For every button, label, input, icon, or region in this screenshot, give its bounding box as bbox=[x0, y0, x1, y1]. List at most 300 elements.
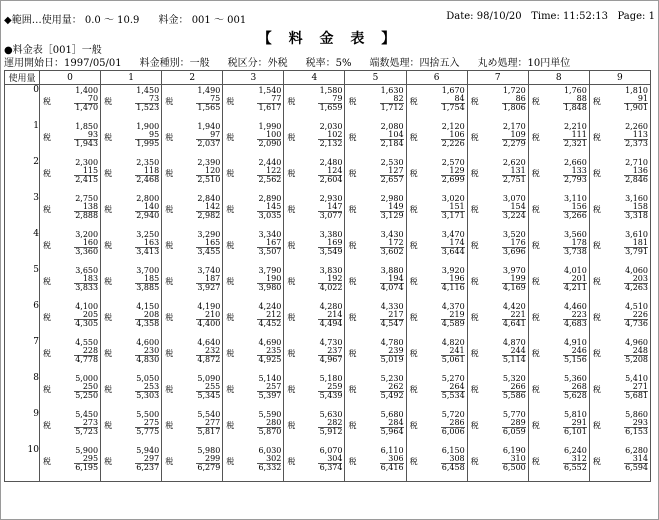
base-price: 5,590 bbox=[258, 410, 282, 419]
tax-amount: 306 bbox=[380, 454, 404, 464]
total-price: 5,534 bbox=[441, 391, 465, 400]
base-price: 5,000 bbox=[75, 374, 99, 383]
tax-label: 税 bbox=[226, 133, 235, 142]
base-price: 5,230 bbox=[380, 374, 404, 383]
tax-amount: 86 bbox=[502, 94, 526, 104]
column-header: 0 bbox=[40, 71, 101, 85]
price-cell bbox=[223, 193, 284, 229]
price-cell bbox=[345, 121, 406, 157]
tax-amount: 226 bbox=[624, 310, 648, 320]
total-price: 5,345 bbox=[197, 391, 221, 400]
tax-label: 税 bbox=[531, 169, 540, 178]
total-price: 1,617 bbox=[258, 103, 282, 112]
tax-label: 税 bbox=[165, 241, 174, 250]
tax-label: 税 bbox=[104, 421, 113, 430]
tax-amount: 73 bbox=[135, 94, 159, 104]
tax-label: 税 bbox=[470, 457, 479, 466]
total-price: 1,901 bbox=[625, 103, 648, 112]
base-price: 4,820 bbox=[441, 338, 465, 347]
column-header: 7 bbox=[467, 71, 528, 85]
usage-cell: 8 bbox=[5, 373, 40, 409]
tax-label: 税 bbox=[104, 133, 113, 142]
total-price: 3,833 bbox=[75, 283, 99, 292]
total-price: 1,565 bbox=[197, 103, 221, 112]
total-price: 4,022 bbox=[319, 283, 343, 292]
tax-amount: 312 bbox=[563, 454, 587, 464]
total-price: 6,006 bbox=[441, 427, 465, 436]
tax-label: 税 bbox=[287, 385, 296, 394]
price-cell bbox=[223, 85, 284, 122]
tax-label: 税 bbox=[348, 205, 357, 214]
tax-label: 税 bbox=[592, 97, 601, 106]
tax-label: 税 bbox=[592, 313, 601, 322]
tax-amount: 239 bbox=[380, 346, 404, 356]
base-price: 3,560 bbox=[563, 230, 587, 239]
price-cell bbox=[406, 121, 467, 157]
tax-label: 税 bbox=[531, 349, 540, 358]
tax-amount: 154 bbox=[502, 202, 526, 212]
tax-amount: 118 bbox=[135, 166, 159, 176]
base-price: 2,710 bbox=[625, 158, 648, 167]
total-price: 2,657 bbox=[380, 175, 404, 184]
tax-amount: 205 bbox=[74, 310, 98, 320]
usage-cell: 1 bbox=[5, 121, 40, 157]
tax-label: 税 bbox=[470, 349, 479, 358]
tax-label: 税 bbox=[409, 421, 418, 430]
base-price: 4,060 bbox=[625, 266, 648, 275]
base-price: 3,340 bbox=[258, 230, 282, 239]
total-price: 6,195 bbox=[75, 463, 99, 472]
usage-cell: 7 bbox=[5, 337, 40, 373]
price-cell bbox=[101, 193, 162, 229]
base-price: 1,900 bbox=[136, 122, 160, 131]
base-price: 3,880 bbox=[380, 266, 404, 275]
tax-label: 税 bbox=[43, 421, 51, 430]
base-price: 5,630 bbox=[319, 410, 343, 419]
price-cell bbox=[467, 157, 528, 193]
price-cell bbox=[589, 193, 650, 229]
price-cell bbox=[528, 121, 589, 157]
price-cell bbox=[406, 193, 467, 229]
price-cell bbox=[589, 373, 650, 409]
price-cell bbox=[345, 409, 406, 445]
usage-cell: 3 bbox=[5, 193, 40, 229]
column-header: 1 bbox=[101, 71, 162, 85]
tax-label: 税 bbox=[287, 457, 296, 466]
tax-amount: 97 bbox=[196, 130, 220, 140]
tax-amount: 187 bbox=[196, 274, 220, 284]
base-price: 5,360 bbox=[563, 374, 587, 383]
total-price: 4,683 bbox=[563, 319, 587, 328]
base-price: 4,420 bbox=[502, 302, 526, 311]
tax-label: 税 bbox=[165, 277, 174, 286]
usage-cell: 5 bbox=[5, 265, 40, 301]
total-price: 2,184 bbox=[380, 139, 404, 148]
tax-amount: 122 bbox=[257, 166, 281, 176]
total-price: 3,413 bbox=[136, 247, 160, 256]
tax-amount: 221 bbox=[502, 310, 526, 320]
total-price: 5,586 bbox=[502, 391, 526, 400]
tax-amount: 131 bbox=[502, 166, 526, 176]
base-price: 1,490 bbox=[197, 86, 221, 95]
total-price: 3,549 bbox=[319, 247, 343, 256]
tax-label: 税 bbox=[348, 313, 357, 322]
price-cell bbox=[345, 265, 406, 301]
table-row bbox=[5, 157, 651, 193]
tax-label: 税 bbox=[104, 277, 113, 286]
tax-amount: 280 bbox=[257, 418, 281, 428]
price-cell bbox=[40, 265, 101, 301]
base-price: 1,990 bbox=[258, 122, 282, 131]
tax-label: 税 bbox=[165, 457, 174, 466]
base-price: 3,110 bbox=[563, 194, 587, 203]
tax-label: 税 bbox=[104, 457, 113, 466]
price-cell bbox=[40, 157, 101, 193]
price-cell bbox=[101, 301, 162, 337]
price-cell bbox=[162, 373, 223, 409]
total-price: 3,644 bbox=[441, 247, 465, 256]
round-unit: 丸め処理：10円単位 bbox=[477, 58, 571, 69]
tax-label: 税 bbox=[165, 97, 174, 106]
tax-label: 税 bbox=[592, 169, 601, 178]
tax-class: 税区分：外税 bbox=[227, 58, 288, 69]
total-price: 1,712 bbox=[380, 103, 404, 112]
base-price: 4,780 bbox=[380, 338, 404, 347]
column-header: 6 bbox=[406, 71, 467, 85]
tax-amount: 271 bbox=[624, 382, 648, 392]
total-price: 2,940 bbox=[136, 211, 160, 220]
price-cell bbox=[284, 193, 345, 229]
price-cell bbox=[406, 301, 467, 337]
price-cell bbox=[528, 85, 589, 122]
base-price: 3,290 bbox=[197, 230, 221, 239]
total-price: 3,224 bbox=[502, 211, 526, 220]
total-price: 4,116 bbox=[441, 283, 465, 292]
price-cell bbox=[223, 409, 284, 445]
price-cell bbox=[589, 445, 650, 482]
tax-amount: 210 bbox=[196, 310, 220, 320]
price-cell bbox=[40, 229, 101, 265]
tax-amount: 201 bbox=[563, 274, 587, 284]
price-cell bbox=[284, 301, 345, 337]
price-cell bbox=[589, 265, 650, 301]
total-price: 6,458 bbox=[441, 463, 465, 472]
base-price: 5,720 bbox=[441, 410, 465, 419]
tax-label: 税 bbox=[104, 385, 113, 394]
total-price: 6,500 bbox=[502, 463, 526, 472]
total-price: 2,982 bbox=[197, 211, 221, 220]
base-price: 1,940 bbox=[197, 122, 221, 131]
usage-cell: 0 bbox=[5, 85, 40, 122]
base-price: 3,790 bbox=[258, 266, 282, 275]
total-price: 2,037 bbox=[197, 139, 221, 148]
price-cell bbox=[101, 85, 162, 122]
tax-amount: 106 bbox=[441, 130, 465, 140]
base-price: 4,010 bbox=[563, 266, 587, 275]
tax-amount: 70 bbox=[74, 94, 98, 104]
price-cell bbox=[406, 337, 467, 373]
tax-amount: 310 bbox=[502, 454, 526, 464]
total-price: 5,775 bbox=[136, 427, 160, 436]
tax-label: 税 bbox=[165, 349, 174, 358]
total-price: 2,321 bbox=[563, 139, 587, 148]
price-cell bbox=[223, 121, 284, 157]
table-header-row bbox=[5, 71, 651, 85]
tax-label: 税 bbox=[226, 421, 235, 430]
price-cell bbox=[528, 409, 589, 445]
total-price: 3,171 bbox=[441, 211, 465, 220]
base-price: 2,800 bbox=[136, 194, 160, 203]
base-price: 4,240 bbox=[258, 302, 282, 311]
tax-amount: 232 bbox=[196, 346, 220, 356]
tax-amount: 136 bbox=[624, 166, 648, 176]
tax-amount: 185 bbox=[135, 274, 159, 284]
tax-label: 税 bbox=[470, 133, 479, 142]
tax-label: 税 bbox=[592, 349, 601, 358]
tax-label: 税 bbox=[348, 349, 357, 358]
price-cell bbox=[101, 373, 162, 409]
tax-amount: 75 bbox=[196, 94, 220, 104]
tax-amount: 259 bbox=[318, 382, 342, 392]
base-price: 3,740 bbox=[197, 266, 221, 275]
tax-label: 税 bbox=[409, 313, 418, 322]
price-cell bbox=[40, 445, 101, 482]
base-price: 6,110 bbox=[380, 446, 404, 455]
price-cell bbox=[101, 229, 162, 265]
tax-amount: 262 bbox=[380, 382, 404, 392]
table-row bbox=[5, 85, 651, 122]
base-price: 6,150 bbox=[441, 446, 465, 455]
price-cell bbox=[589, 121, 650, 157]
base-price: 4,370 bbox=[441, 302, 465, 311]
total-price: 1,659 bbox=[319, 103, 343, 112]
tax-amount: 183 bbox=[74, 274, 98, 284]
price-cell bbox=[162, 301, 223, 337]
total-price: 2,604 bbox=[319, 175, 343, 184]
price-cell bbox=[589, 85, 650, 122]
total-price: 3,360 bbox=[75, 247, 99, 256]
tax-label: 税 bbox=[348, 97, 357, 106]
price-cell bbox=[284, 121, 345, 157]
price-cell bbox=[162, 337, 223, 373]
tax-label: 税 bbox=[43, 277, 51, 286]
total-price: 5,397 bbox=[258, 391, 282, 400]
total-price: 3,696 bbox=[502, 247, 526, 256]
price-cell bbox=[284, 157, 345, 193]
price-cell bbox=[528, 265, 589, 301]
total-price: 6,332 bbox=[258, 463, 282, 472]
price-cell bbox=[467, 193, 528, 229]
price-cell bbox=[528, 157, 589, 193]
tax-amount: 264 bbox=[441, 382, 465, 392]
tax-amount: 250 bbox=[74, 382, 98, 392]
tax-amount: 268 bbox=[563, 382, 587, 392]
price-cell bbox=[467, 265, 528, 301]
start-date: 運用開始日：1997/05/01 bbox=[4, 58, 122, 69]
base-price: 6,030 bbox=[258, 446, 282, 455]
tax-amount: 104 bbox=[380, 130, 404, 140]
tax-label: 税 bbox=[531, 205, 540, 214]
base-price: 4,870 bbox=[502, 338, 526, 347]
base-price: 2,350 bbox=[136, 158, 160, 167]
tax-amount: 149 bbox=[380, 202, 404, 212]
tax-amount: 266 bbox=[502, 382, 526, 392]
base-price: 2,390 bbox=[197, 158, 221, 167]
tax-label: 税 bbox=[409, 457, 418, 466]
total-price: 6,552 bbox=[563, 463, 587, 472]
base-price: 2,620 bbox=[502, 158, 526, 167]
tax-label: 税 bbox=[348, 169, 357, 178]
table-row bbox=[5, 265, 651, 301]
tax-amount: 194 bbox=[380, 274, 404, 284]
total-price: 6,374 bbox=[319, 463, 343, 472]
base-price: 5,180 bbox=[319, 374, 343, 383]
tax-label: 税 bbox=[470, 313, 479, 322]
total-price: 2,415 bbox=[75, 175, 99, 184]
tax-label: 税 bbox=[287, 97, 296, 106]
tax-amount: 84 bbox=[441, 94, 465, 104]
tax-label: 税 bbox=[470, 385, 479, 394]
base-price: 4,960 bbox=[625, 338, 648, 347]
price-cell bbox=[589, 409, 650, 445]
price-cell bbox=[40, 85, 101, 122]
tax-amount: 147 bbox=[318, 202, 342, 212]
total-price: 3,791 bbox=[625, 247, 648, 256]
base-price: 5,680 bbox=[380, 410, 404, 419]
total-price: 3,885 bbox=[136, 283, 160, 292]
tax-label: 税 bbox=[470, 421, 479, 430]
total-price: 5,019 bbox=[380, 355, 404, 364]
tax-amount: 214 bbox=[318, 310, 342, 320]
tax-amount: 203 bbox=[624, 274, 648, 284]
tax-amount: 241 bbox=[441, 346, 465, 356]
table-row bbox=[5, 373, 651, 409]
tax-amount: 299 bbox=[196, 454, 220, 464]
tax-amount: 165 bbox=[196, 238, 220, 248]
tax-label: 税 bbox=[287, 421, 296, 430]
column-header: 8 bbox=[528, 71, 589, 85]
total-price: 1,995 bbox=[136, 139, 160, 148]
price-cell bbox=[40, 193, 101, 229]
price-cell bbox=[406, 229, 467, 265]
tax-amount: 273 bbox=[74, 418, 98, 428]
tax-label: 税 bbox=[287, 205, 296, 214]
base-price: 6,070 bbox=[319, 446, 343, 455]
tax-label: 税 bbox=[409, 133, 418, 142]
total-price: 3,077 bbox=[319, 211, 343, 220]
total-price: 6,416 bbox=[380, 463, 404, 472]
tax-label: 税 bbox=[409, 277, 418, 286]
base-price: 1,850 bbox=[75, 122, 99, 131]
tax-amount: 79 bbox=[318, 94, 342, 104]
tax-amount: 295 bbox=[74, 454, 98, 464]
base-price: 4,640 bbox=[197, 338, 221, 347]
usage-cell: 2 bbox=[5, 157, 40, 193]
price-cell bbox=[223, 337, 284, 373]
price-cell bbox=[162, 157, 223, 193]
report-title: 【 料 金 表 】 bbox=[257, 31, 402, 47]
base-price: 5,270 bbox=[441, 374, 465, 383]
tax-amount: 158 bbox=[624, 202, 648, 212]
base-price: 1,670 bbox=[441, 86, 465, 95]
tax-amount: 253 bbox=[135, 382, 159, 392]
price-cell bbox=[223, 229, 284, 265]
table-row bbox=[5, 193, 651, 229]
price-cell bbox=[589, 301, 650, 337]
price-cell bbox=[162, 409, 223, 445]
total-price: 4,925 bbox=[258, 355, 282, 364]
price-cell bbox=[284, 337, 345, 373]
tax-amount: 91 bbox=[624, 94, 648, 104]
base-price: 3,070 bbox=[502, 194, 526, 203]
tax-label: 税 bbox=[470, 277, 479, 286]
tax-label: 税 bbox=[592, 421, 601, 430]
tax-label: 税 bbox=[409, 241, 418, 250]
base-price: 2,300 bbox=[75, 158, 99, 167]
tax-amount: 275 bbox=[135, 418, 159, 428]
tax-amount: 109 bbox=[502, 130, 526, 140]
tax-amount: 308 bbox=[441, 454, 465, 464]
base-price: 4,460 bbox=[563, 302, 587, 311]
base-price: 1,810 bbox=[625, 86, 648, 95]
base-price: 1,450 bbox=[136, 86, 160, 95]
tax-label: 税 bbox=[470, 241, 479, 250]
report-header bbox=[4, 11, 655, 25]
tax-label: 税 bbox=[287, 133, 296, 142]
tax-label: 税 bbox=[531, 97, 540, 106]
price-cell bbox=[162, 193, 223, 229]
base-price: 1,720 bbox=[502, 86, 526, 95]
total-price: 4,263 bbox=[625, 283, 648, 292]
tax-amount: 297 bbox=[135, 454, 159, 464]
column-header: 3 bbox=[223, 71, 284, 85]
usage-cell: 4 bbox=[5, 229, 40, 265]
price-cell bbox=[40, 373, 101, 409]
tax-label: 税 bbox=[348, 133, 357, 142]
date-time-page: Date: 98/10/20 Time: 11:52:13 Page: 1 bbox=[446, 11, 655, 22]
price-cell bbox=[101, 121, 162, 157]
price-cell bbox=[162, 85, 223, 122]
total-price: 2,468 bbox=[136, 175, 160, 184]
price-cell bbox=[101, 265, 162, 301]
price-cell bbox=[101, 157, 162, 193]
price-cell bbox=[223, 445, 284, 482]
rounding: 端数処理：四捨五入 bbox=[369, 58, 460, 69]
tax-amount: 228 bbox=[74, 346, 98, 356]
tax-label: 税 bbox=[592, 277, 601, 286]
price-cell bbox=[284, 409, 345, 445]
base-price: 2,530 bbox=[380, 158, 404, 167]
table-name: ●料金表［001］一般 bbox=[4, 45, 102, 56]
total-price: 6,594 bbox=[625, 463, 648, 472]
tax-amount: 196 bbox=[441, 274, 465, 284]
price-cell bbox=[162, 445, 223, 482]
tax-amount: 140 bbox=[135, 202, 159, 212]
base-price: 2,930 bbox=[319, 194, 343, 203]
base-price: 3,970 bbox=[502, 266, 526, 275]
total-price: 5,723 bbox=[75, 427, 99, 436]
total-price: 3,318 bbox=[625, 211, 648, 220]
total-price: 2,793 bbox=[563, 175, 587, 184]
base-price: 4,280 bbox=[319, 302, 343, 311]
tax-amount: 244 bbox=[502, 346, 526, 356]
price-cell bbox=[467, 121, 528, 157]
tax-label: 税 bbox=[348, 241, 357, 250]
tax-amount: 163 bbox=[135, 238, 159, 248]
base-price: 1,630 bbox=[380, 86, 404, 95]
table-row bbox=[5, 445, 651, 482]
tax-label: 税 bbox=[348, 457, 357, 466]
